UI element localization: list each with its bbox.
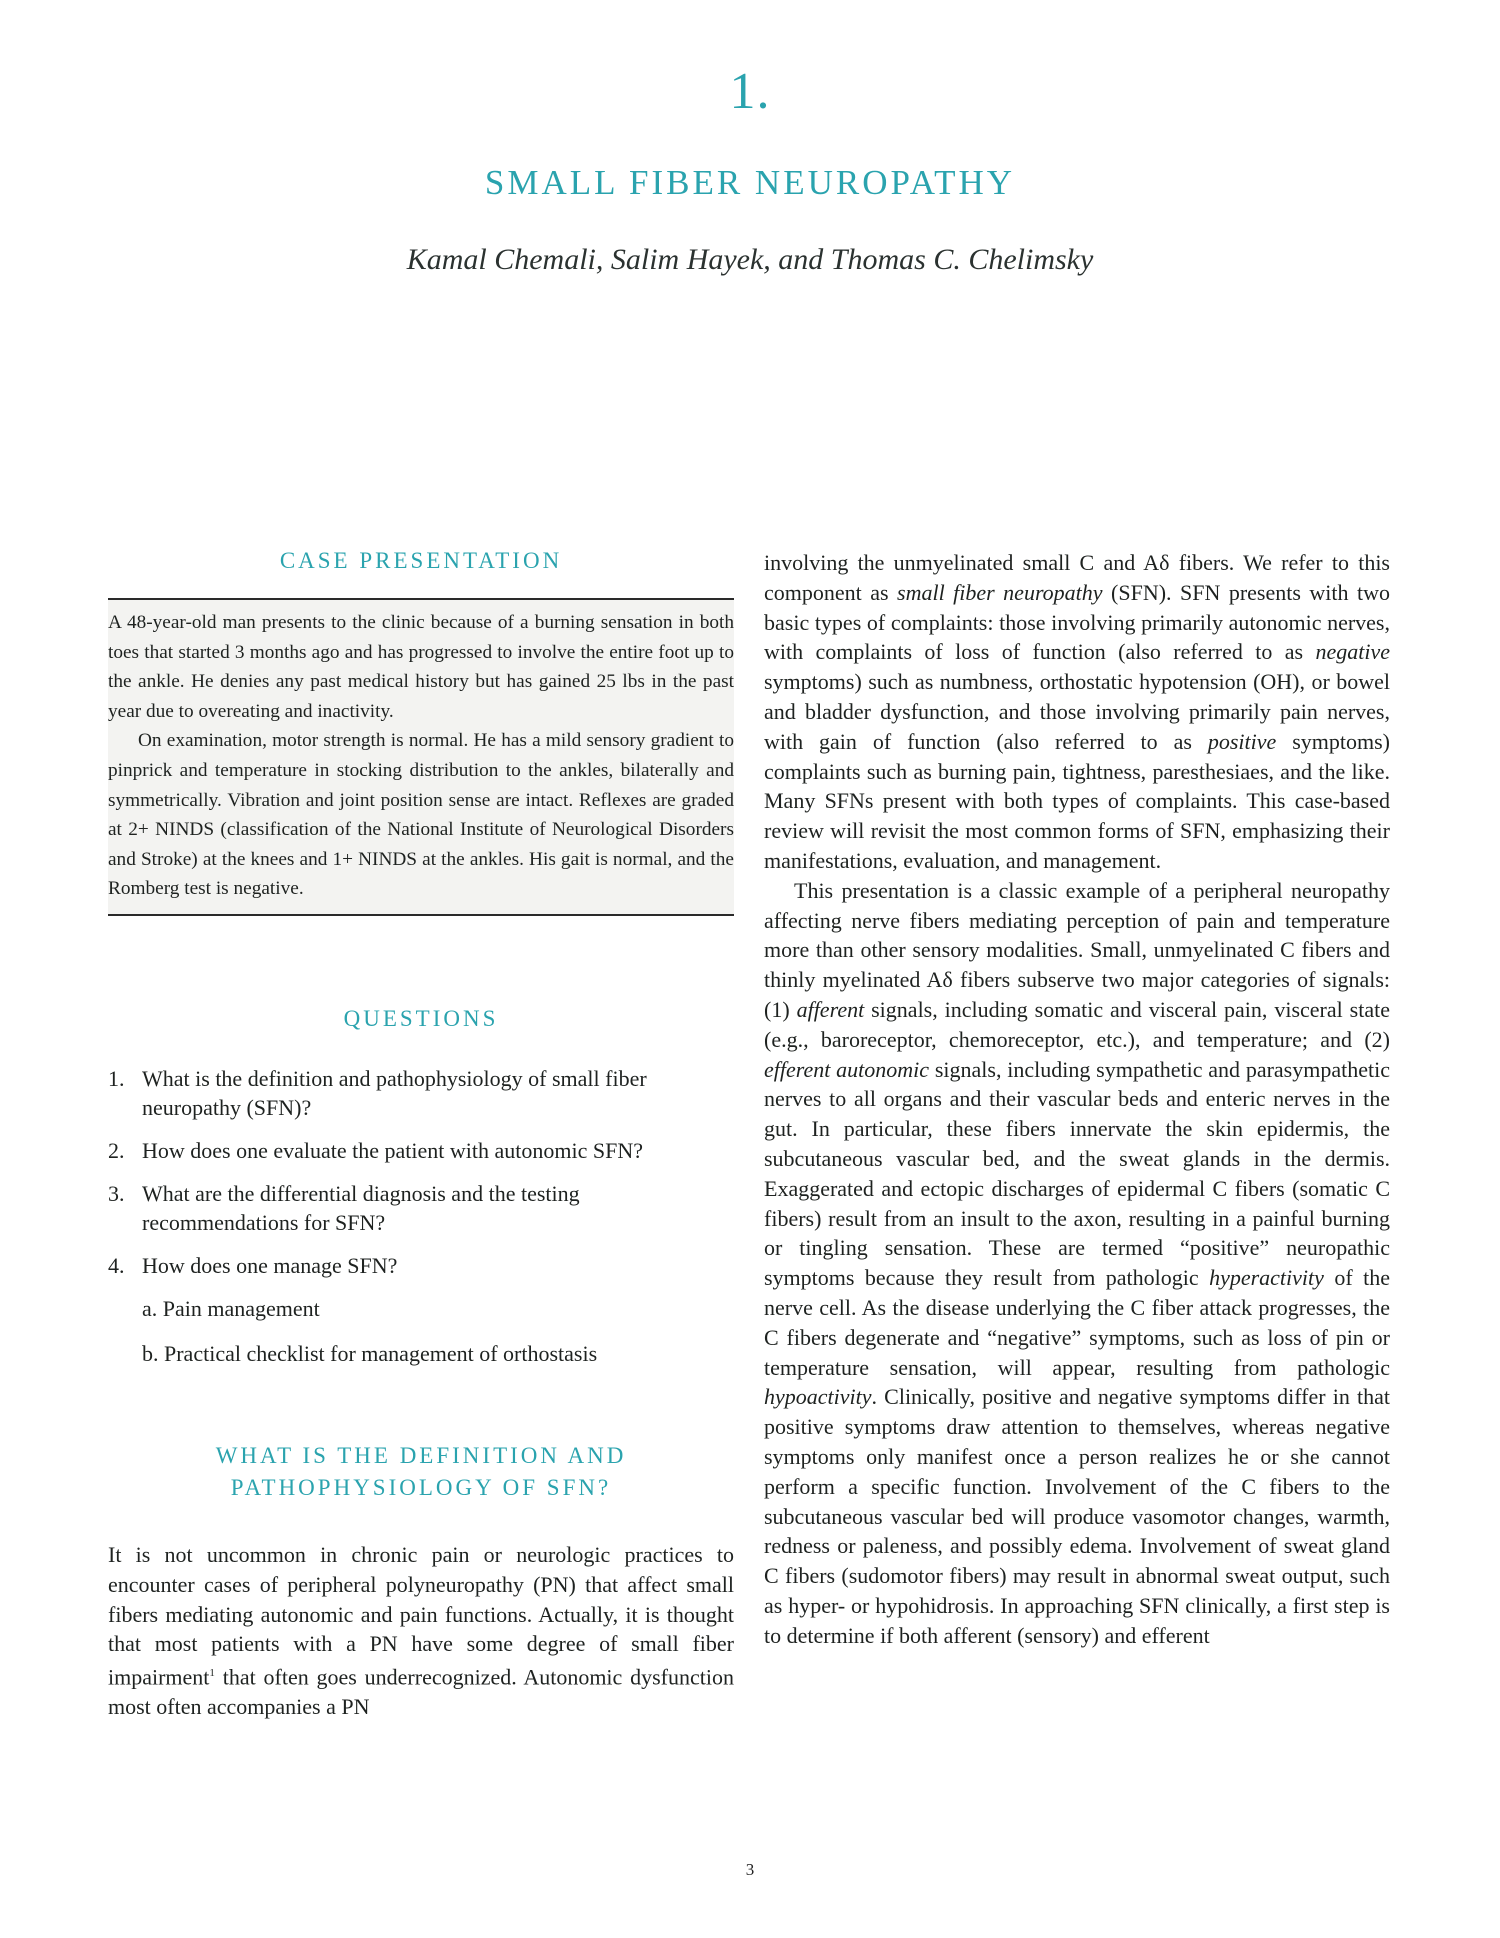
text-run: involving the unmyelinated small C and Aδ fibers. We refer to this component as bbox=[764, 550, 1390, 605]
body-paragraph bbox=[764, 548, 1390, 876]
question-number: 1. bbox=[108, 1065, 125, 1091]
question-item bbox=[108, 1179, 734, 1237]
chapter-number: 1. bbox=[729, 63, 771, 120]
definition-heading bbox=[108, 1440, 734, 1504]
emphasis: positive bbox=[1207, 728, 1277, 754]
question-number: 2. bbox=[108, 1137, 125, 1163]
text-run: signals, including somatic and visceral pain, visceral state (e.g., baroreceptor, chemoreceptor, etc.), and temperature; and (2) bbox=[764, 996, 1390, 1052]
definition-heading-line2: PATHOPHYSIOLOGY OF SFN? bbox=[230, 1474, 612, 1500]
text-run: that often goes underrecognized. Autonomic dysfunction most often accompanies a PN bbox=[108, 1664, 734, 1720]
case-paragraph: A 48-year-old man presents to the clinic because of a burning sensation in both toes that started 3 months ago and has progressed to involve the entire foot up to the ankle. He denies any past medical history but has gained 25 lbs in the past year due to overeating and inactivity. bbox=[108, 612, 734, 722]
questions-list bbox=[108, 1064, 734, 1368]
right-column bbox=[764, 548, 1390, 1650]
text-run: This presentation is a classic example of a peripheral neuropathy affecting nerve fibers mediating perception of pain and temperature more than other sensory modalities. Small, unmyelinated C fibers and thinly myelinated Aδ fibers subserve two major categories of signals: (1) bbox=[764, 877, 1390, 1022]
definition-heading-line1: WHAT IS THE DEFINITION AND bbox=[215, 1442, 627, 1468]
question-number: 3. bbox=[108, 1180, 125, 1206]
emphasis: efferent autonomic bbox=[764, 1056, 930, 1082]
body-paragraph bbox=[764, 876, 1390, 1651]
authors: Kamal Chemali, Salim Hayek, and Thomas C. Chelimsky bbox=[406, 243, 1094, 276]
emphasis: negative bbox=[1315, 639, 1390, 665]
text-run: . Clinically, positive and negative symptoms differ in that positive symptoms draw attention to themselves, whereas negative symptoms only manifest once a person realizes he or she cannot perform a specific function. Involvement of the C fibers to the subcutaneous vascular bed will produce vasomotor changes, warmth, redness or paleness, and possibly edema. Involvement of sweat gland C fibers (sudomotor fibers) may result in abnormal sweat output, such as hyper- or hypohidrosis. In approaching SFN clinically, a first step is to determine if both afferent (sensory) and efferent bbox=[764, 1384, 1390, 1648]
text-run: (SFN). SFN presents with two basic types of complaints: those involving primarily autonomic nerves, with complaints of loss of function (also referred to as bbox=[764, 579, 1390, 665]
case-presentation-heading: CASE PRESENTATION bbox=[279, 548, 563, 573]
question-subitem: a. Pain management bbox=[142, 1295, 320, 1321]
question-item bbox=[108, 1064, 734, 1122]
text-run: signals, including sympathetic and parasympathetic nerves to all organs and their vascular beds and enteric nerves in the gut. In particular, these fibers innervate the skin epidermis, the subcutaneous vascular bed, and the sweat glands in the dermis. Exaggerated and ectopic discharges of epidermal C fibers (somatic C fibers) result from an insult to the axon, resulting in a painful burning or tingling sensation. These are termed “positive” neuropathic symptoms because they result from pathologic bbox=[764, 1056, 1390, 1291]
footnote-ref[interactable]: 1 bbox=[209, 1667, 215, 1680]
text-run: of the nerve cell. As the disease underlying the C fiber attack progresses, the C fibers degenerate and “negative” symptoms, such as loss of pin or temperature sensation, will appear, resulting from pathologic bbox=[764, 1265, 1390, 1380]
left-column bbox=[108, 548, 734, 1722]
emphasis: afferent bbox=[796, 996, 865, 1022]
definition-paragraph bbox=[108, 1540, 734, 1722]
question-item bbox=[108, 1136, 734, 1165]
question-subitem: b. Practical checklist for management of orthostasis bbox=[142, 1340, 598, 1366]
text-run: symptoms) complaints such as burning pain, tightness, paresthesiaes, and the like. Many SFNs present with both types of complaints. This case-based review will revisit the most common forms of SFN, emphasizing their manifestations, evaluation, and management. bbox=[764, 728, 1390, 873]
question-text: How does one evaluate the patient with autonomic SFN? bbox=[142, 1137, 643, 1163]
text-run: It is not uncommon in chronic pain or neurologic practices to encounter cases of peripheral polyneuropathy (PN) that affect small fibers mediating autonomic and pain functions. Actually, it is thought that most patients with a PN have some degree of small fiber impairment bbox=[108, 1541, 734, 1690]
emphasis: small fiber neuropathy bbox=[897, 579, 1103, 605]
question-text: What are the differential diagnosis and the testing recommendations for SFN? bbox=[142, 1180, 580, 1235]
case-presentation-box bbox=[108, 598, 734, 916]
emphasis: hyperactivity bbox=[1209, 1265, 1324, 1291]
question-number: 4. bbox=[108, 1252, 125, 1278]
case-paragraph: On examination, motor strength is normal. He has a mild sensory gradient to pinprick and temperature in stocking distribution to the ankles, bilaterally and symmetrically. Vibration and joint position sense are intact. Reflexes are graded at 2+ NINDS (classification of the National Institute of Neurological Disorders and Stroke) at the knees and 1+ NINDS at the ankles. His gait is normal, and the Romberg test is negative. bbox=[108, 730, 734, 900]
emphasis: hypoactivity bbox=[764, 1384, 872, 1410]
questions-heading: QUESTIONS bbox=[343, 1005, 499, 1031]
question-text: What is the definition and pathophysiology of small fiber neuropathy (SFN)? bbox=[142, 1065, 647, 1120]
chapter-title: SMALL FIBER NEUROPATHY bbox=[484, 163, 1016, 202]
question-item bbox=[108, 1251, 734, 1280]
page-number: 3 bbox=[745, 1860, 755, 1879]
text-run: symptoms) such as numbness, orthostatic hypotension (OH), or bowel and bladder dysfunction, and those involving primarily pain nerves, with gain of function (also referred to as bbox=[764, 669, 1390, 754]
question-text: How does one manage SFN? bbox=[142, 1252, 398, 1278]
